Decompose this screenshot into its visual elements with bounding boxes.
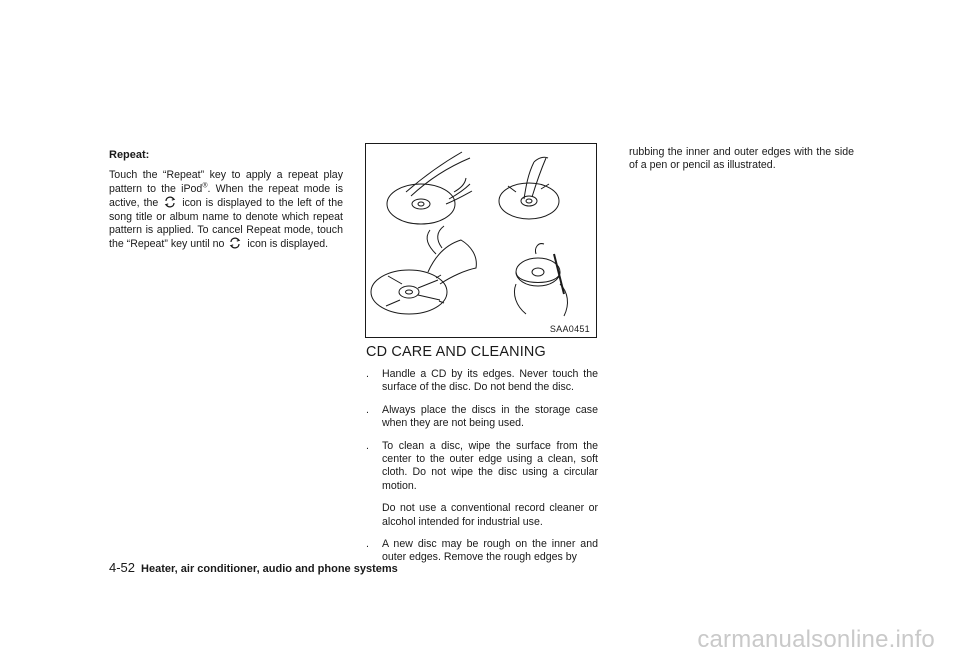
repeat-icon xyxy=(164,196,176,208)
left-column xyxy=(109,149,343,252)
cd-care-list xyxy=(366,368,598,574)
cd-handling-illustration xyxy=(365,143,597,338)
section-title: Heater, air conditioner, audio and phone systems xyxy=(141,563,398,575)
watermark: carmanualsonline.info xyxy=(697,626,935,653)
repeat-paragraph xyxy=(109,169,343,251)
repeat-text-1: Touch the “Repeat” key to apply a repeat play pattern to the iPod xyxy=(109,169,343,195)
cd-care-heading: CD CARE AND CLEANING xyxy=(366,344,546,360)
registered-mark: ® xyxy=(202,182,208,190)
page-number: 4-52 xyxy=(109,560,136,575)
list-item-note: Do not use a conventional record cleaner or alcohol intended for industrial use. xyxy=(382,502,598,528)
repeat-heading: Repeat: xyxy=(109,149,150,161)
repeat-text-3: icon is displayed to the left of the song title or album name to denote which repeat pattern is applied. To cancel Repeat mode, touch the “Repeat” key until no xyxy=(109,197,344,251)
repeat-text-2: . When the repeat mode is active, the xyxy=(109,182,343,210)
list-item-text: Always place the discs in the storage case when they are not being used. xyxy=(382,403,598,430)
right-column-text: rubbing the inner and outer edges with the side of a pen or pencil as illustrated. xyxy=(629,146,854,172)
repeat-text-4: icon is displayed. xyxy=(247,238,329,251)
list-item-text: To clean a disc, wipe the surface from the center to the outer edge using a clean, soft cloth. Do not wipe the disc using a circular motion. xyxy=(382,439,598,492)
right-column xyxy=(629,146,854,173)
repeat-icon xyxy=(229,237,241,249)
bullet: . xyxy=(366,439,369,452)
cd-disc-icon xyxy=(371,270,447,314)
cd-disc-icon xyxy=(516,258,560,286)
list-item-text: Handle a CD by its edges. Never touch the surface of the disc. Do not bend the disc. xyxy=(382,368,598,394)
list-item xyxy=(366,404,598,431)
list-item xyxy=(366,538,598,565)
page-footer xyxy=(109,560,398,575)
cd-disc-icon xyxy=(387,184,455,224)
cd-illustration-drawing xyxy=(366,144,595,336)
bullet: . xyxy=(366,403,369,416)
list-item xyxy=(366,368,598,395)
cd-disc-icon xyxy=(499,183,559,219)
list-item-text: A new disc may be rough on the inner and outer edges. Remove the rough edges by xyxy=(382,538,598,564)
figure-code: SAA0451 xyxy=(549,324,590,334)
list-item xyxy=(366,440,598,529)
bullet: . xyxy=(366,368,369,380)
bullet: . xyxy=(366,538,369,551)
